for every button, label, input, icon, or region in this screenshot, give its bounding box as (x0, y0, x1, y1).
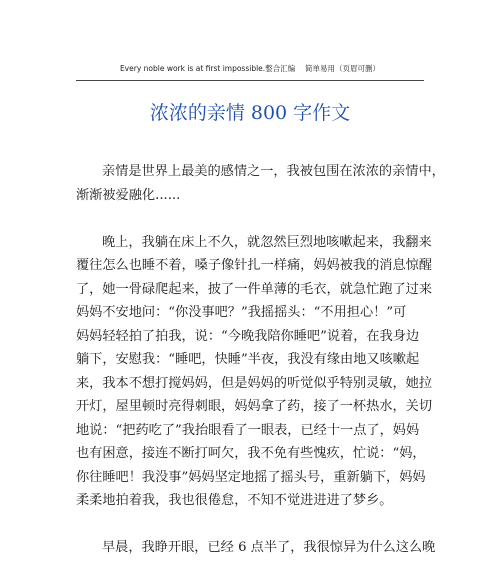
paragraph-line: 来，我本不想打搅妈妈，但是妈妈的听觉似乎特别灵敏，她拉 (76, 375, 433, 391)
paragraph-line: 了，她一骨碌爬起来，披了一件单薄的毛衣，就急忙跑了过来 (76, 281, 433, 297)
paragraph-line: 开灯，屋里顿时亮得刺眼，妈妈拿了药，接了一杯热水，关切 (76, 399, 433, 414)
paragraph-line: 渐渐被爱融化...... (76, 187, 181, 203)
header-divider (76, 80, 424, 81)
paragraph-line: 你往睡吧！我没事”妈妈坚定地摇了摇头号，重新躺下，妈妈 (76, 469, 426, 485)
page-header: Every noble work is at first impossible.整合汇编 简单易用（页眉可删） (119, 64, 381, 73)
paragraph-line: 柔柔地拍着我，我也很倦怠，不知不觉进进进了梦乡。 (76, 493, 393, 508)
paragraph-line: 也有困意，接连不断打呵欠，我不免有些愧疚，忙说：“妈， (76, 446, 426, 461)
paragraph-line: 躺下，安慰我：“睡吧，快睡”半夜，我没有缘由地又咳嗽起 (76, 352, 420, 367)
paragraph-line: 覆往怎么也睡不着，嗓子像针扎一样痛，妈妈被我的消息惊醒 (76, 258, 433, 273)
paragraph-line: 亲情是世界上最美的感情之一，我被包围在浓浓的亲情中， (102, 164, 445, 179)
paragraph (76, 160, 445, 207)
paragraph-line: 地说：“把药吃了”我抬眼看了一眼表，已经十一点了，妈妈 (76, 422, 420, 438)
document-title: 浓浓的亲情 800 字作文 (149, 102, 351, 124)
paragraph (76, 536, 436, 560)
paragraph (76, 231, 433, 513)
paragraph-line: 早晨，我睁开眼，已经 6 点半了，我很惊异为什么这么晚 (102, 540, 436, 555)
paragraph-line: 妈妈不安地问：“你没事吧？”我摇摇头：“不用担心！”可 (76, 305, 407, 320)
document-body (76, 160, 445, 566)
paragraph-line: 晚上，我躺在床上不久，就忽然巨烈地咳嗽起来，我翻来 (102, 234, 432, 250)
paragraph-line: 妈妈轻轻拍了拍我，说：“今晚我陪你睡吧”说着，在我身边 (76, 328, 420, 344)
